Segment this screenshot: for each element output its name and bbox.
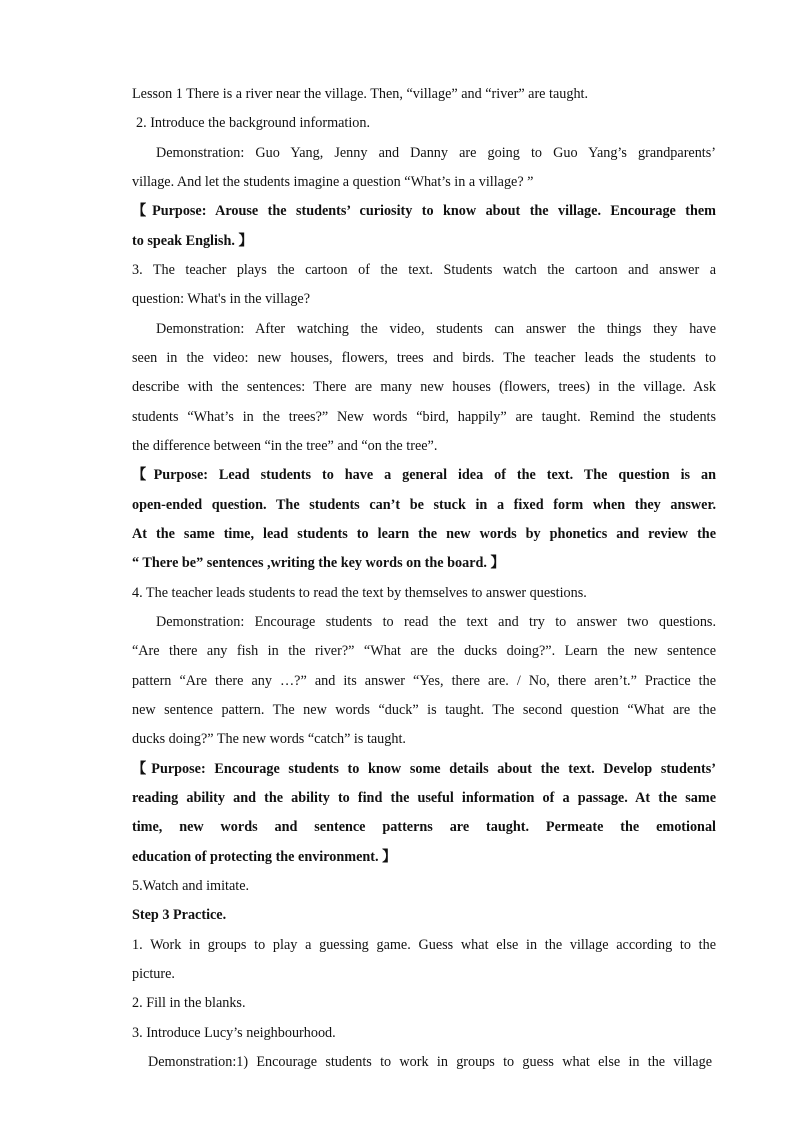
text-line: question: What's in the village? (132, 291, 311, 307)
purpose-line: “ There be” sentences ,writing the key words on the board. 】 (132, 555, 505, 571)
step-heading: Step 3 Practice. (132, 907, 227, 923)
text-line: Demonstration: Guo Yang, Jenny and Danny are going to Guo Yang’s grandparents’ (156, 145, 716, 161)
purpose-line: to speak English. 】 (132, 233, 253, 249)
text-line: the difference between “in the tree” and “on the tree”. (132, 438, 438, 454)
purpose-line: At the same time, lead students to learn the new words by phonetics and review the (132, 526, 716, 542)
text-line: students “What’s in the trees?” New words “bird, happily” are taught. Remind the students (132, 409, 716, 425)
text-line: “Are there any fish in the river?” “What are the ducks doing?”. Learn the new sentence (132, 643, 716, 659)
text-line: 2. Fill in the blanks. (132, 995, 246, 1011)
purpose-line: education of protecting the environment. 】 (132, 849, 397, 865)
text-line: Lesson 1 There is a river near the village. Then, “village” and “river” are taught. (132, 86, 589, 102)
purpose-line: 【Purpose: Encourage students to know some details about the text. Develop students’ (132, 761, 716, 777)
purpose-line: 【Purpose: Lead students to have a general idea of the text. The question is an (132, 467, 716, 483)
text-line: 2. Introduce the background information. (136, 115, 371, 131)
purpose-line: 【Purpose: Arouse the students’ curiosity to know about the village. Encourage them (132, 203, 716, 219)
text-line: 4. The teacher leads students to read the text by themselves to answer questions. (132, 585, 587, 601)
purpose-line: reading ability and the ability to find the useful information of a passage. At the same (132, 790, 716, 806)
text-line: describe with the sentences: There are many new houses (flowers, trees) in the village. Ask (132, 379, 716, 395)
text-line: Demonstration: After watching the video, students can answer the things they have (156, 321, 716, 337)
text-line: 3. The teacher plays the cartoon of the text. Students watch the cartoon and answer a (132, 262, 716, 278)
text-line: picture. (132, 966, 175, 982)
text-line: village. And let the students imagine a question “What’s in a village? ” (132, 174, 534, 190)
text-line: 1. Work in groups to play a guessing game. Guess what else in the village according to the (132, 937, 716, 953)
text-line: ducks doing?” The new words “catch” is taught. (132, 731, 406, 747)
text-line: Demonstration: Encourage students to read the text and try to answer two questions. (156, 614, 716, 630)
text-line: new sentence pattern. The new words “duck” is taught. The second question “What are the (132, 702, 716, 718)
text-line: 5.Watch and imitate. (132, 878, 250, 894)
text-line: seen in the video: new houses, flowers, trees and birds. The teacher leads the students to (132, 350, 716, 366)
purpose-line: time, new words and sentence patterns are taught. Permeate the emotional (132, 819, 716, 835)
text-line: 3. Introduce Lucy’s neighbourhood. (132, 1025, 336, 1041)
text-line: Demonstration:1) Encourage students to work in groups to guess what else in the village (148, 1054, 712, 1070)
text-line: pattern “Are there any …?” and its answer “Yes, there are. / No, there aren’t.” Practice the (132, 673, 716, 689)
purpose-line: open-ended question. The students can’t be stuck in a fixed form when they answer. (132, 497, 716, 513)
